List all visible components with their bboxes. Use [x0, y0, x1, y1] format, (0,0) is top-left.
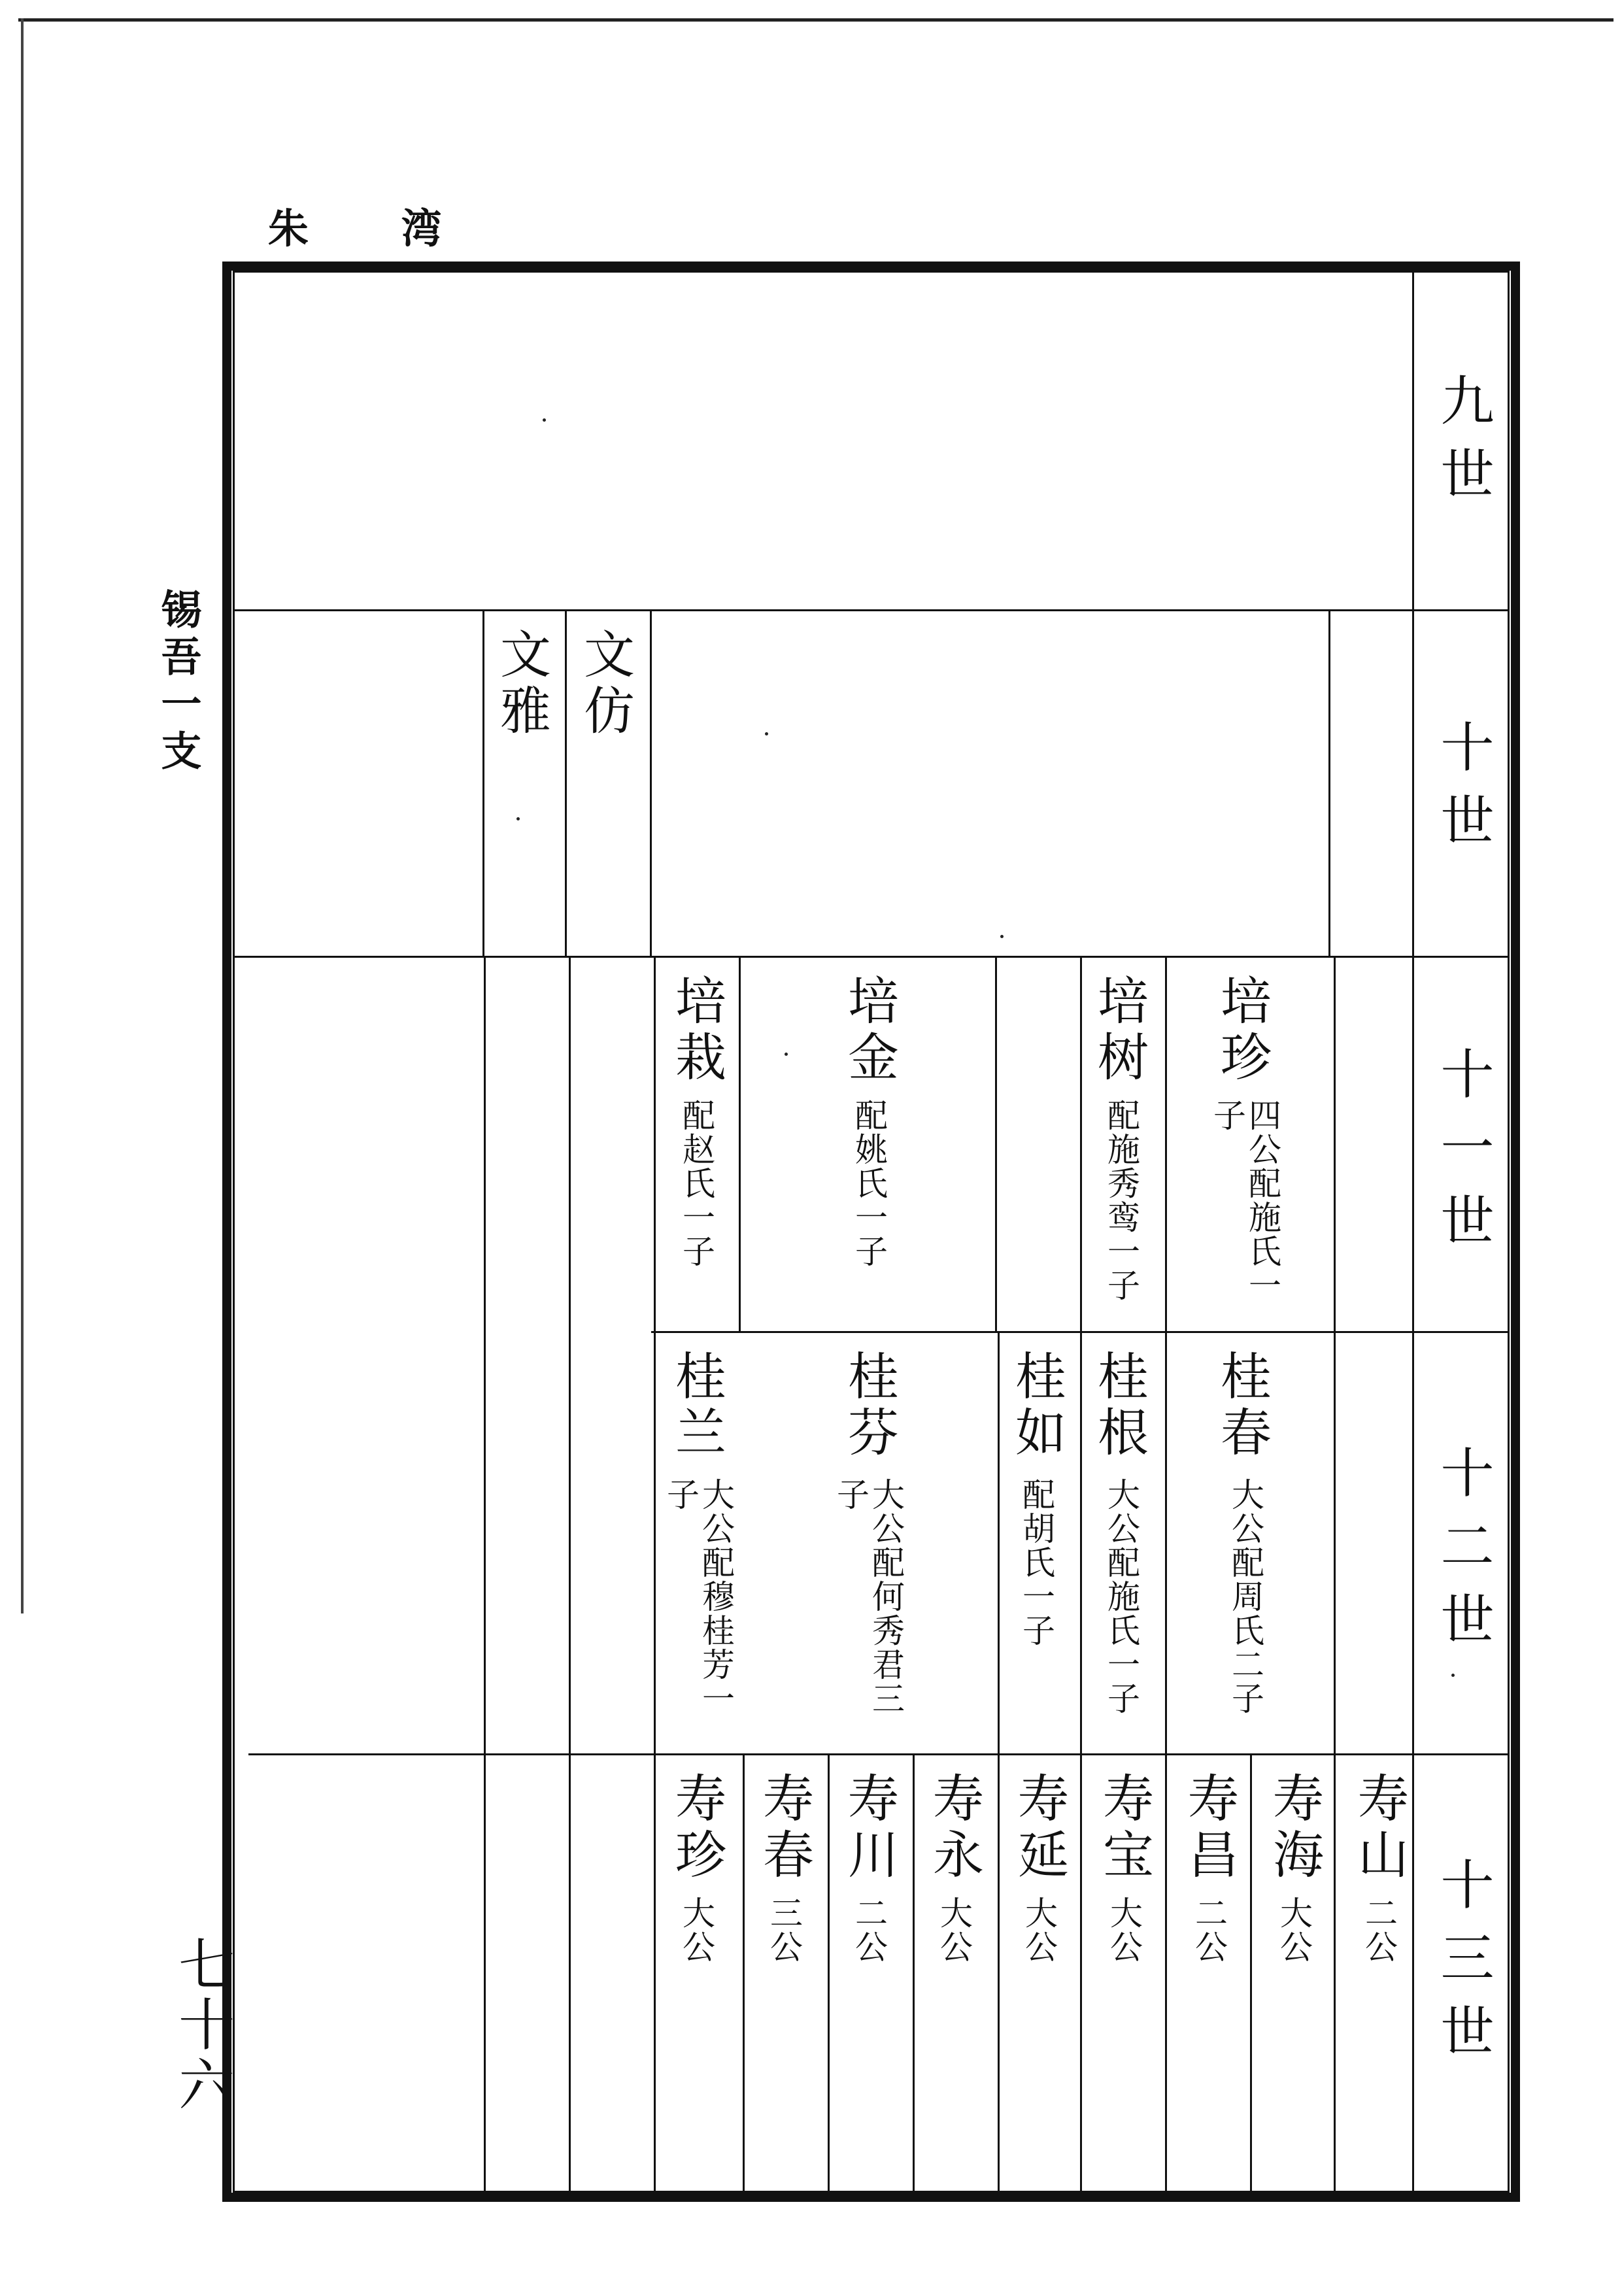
person-note: 大公 — [1020, 1896, 1058, 1964]
person-name: 寿昌 — [1179, 1772, 1238, 1884]
person-name: 寿山 — [1349, 1772, 1408, 1884]
scan-speck — [543, 418, 546, 422]
column-divider — [482, 609, 484, 956]
person-name: 桂芬 — [839, 1349, 898, 1462]
person-note: 大公 — [677, 1896, 715, 1964]
person-note: 子 — [662, 1477, 700, 1511]
person-note: 大公配周氏二子 — [1226, 1477, 1264, 1715]
column-divider — [565, 609, 567, 956]
column-divider — [913, 1753, 915, 2193]
person-note: 四公配施氏一 — [1243, 1098, 1281, 1302]
person-note: 二公 — [1190, 1896, 1228, 1964]
column-divider — [1412, 271, 1414, 2193]
person-name: 寿延 — [1009, 1772, 1068, 1884]
scan-speck — [765, 732, 768, 735]
generation-label: 十一世 — [1432, 1046, 1494, 1266]
person-note: 配胡氏一子 — [1017, 1477, 1055, 1647]
person-name: 寿海 — [1264, 1772, 1323, 1884]
generation-label: 十二世 — [1432, 1445, 1494, 1664]
person-name: 桂根 — [1089, 1349, 1148, 1462]
column-divider — [1080, 956, 1082, 2193]
column-divider — [743, 1753, 745, 2193]
row-divider — [248, 1753, 1510, 1755]
person-note: 配赵氏一子 — [677, 1098, 715, 1268]
branch-label: 锡吾一支 — [154, 588, 202, 777]
column-divider — [739, 956, 741, 1331]
column-divider — [998, 1331, 1000, 2193]
person-name: 寿永 — [924, 1772, 983, 1884]
column-divider — [828, 1753, 830, 2193]
column-divider — [654, 956, 656, 2193]
person-name: 文雅 — [492, 628, 550, 740]
person-name: 寿川 — [839, 1772, 898, 1884]
person-name: 桂春 — [1212, 1349, 1271, 1462]
column-divider — [1165, 956, 1167, 2193]
person-name: 寿宝 — [1094, 1772, 1153, 1884]
person-note: 二公 — [850, 1896, 888, 1964]
person-name: 培栽 — [667, 974, 726, 1087]
generation-label: 十世 — [1432, 719, 1494, 866]
column-divider — [1250, 1753, 1252, 2193]
person-name: 培树 — [1089, 974, 1148, 1087]
person-note: 大公配穆桂芳一 — [697, 1477, 735, 1715]
generation-label: 十三世 — [1432, 1857, 1494, 2076]
person-note: 大公 — [935, 1896, 973, 1964]
row-divider — [233, 609, 1510, 611]
generation-label: 九世 — [1432, 373, 1494, 519]
person-note: 子 — [832, 1477, 870, 1511]
person-note: 配施秀鸾一子 — [1102, 1098, 1140, 1302]
column-divider — [995, 956, 997, 1331]
person-note: 二公 — [1360, 1896, 1398, 1964]
page-left-rule — [21, 18, 24, 1613]
page-top-rule — [18, 18, 1614, 22]
person-note: 配姚氏一子 — [850, 1098, 888, 1268]
column-divider — [569, 956, 571, 2193]
column-divider — [1334, 956, 1336, 2193]
person-name: 培珍 — [1212, 974, 1271, 1087]
person-name: 培金 — [839, 974, 898, 1087]
column-divider — [650, 609, 652, 956]
person-note: 大公配何秀君三 — [867, 1477, 905, 1715]
person-name: 文仿 — [575, 628, 634, 740]
scan-speck — [1000, 935, 1004, 938]
person-note: 大公 — [1105, 1896, 1143, 1964]
person-note: 大公配施氏一子 — [1102, 1477, 1140, 1715]
person-name: 寿春 — [754, 1772, 813, 1884]
scan-speck — [785, 1053, 788, 1056]
scan-speck — [516, 817, 520, 820]
header-title: 朱 湾 — [268, 205, 481, 252]
person-note: 子 — [1208, 1098, 1246, 1132]
person-name: 桂兰 — [667, 1349, 726, 1462]
column-divider — [1328, 609, 1330, 956]
person-note: 大公 — [1275, 1896, 1313, 1964]
person-name: 寿珍 — [667, 1772, 726, 1884]
column-divider — [484, 956, 486, 2193]
person-note: 三公 — [765, 1896, 803, 1964]
page-number: 七十六 — [169, 1935, 234, 2116]
person-name: 桂如 — [1007, 1349, 1066, 1462]
scan-speck — [1451, 1674, 1455, 1677]
row-divider — [233, 956, 1510, 958]
